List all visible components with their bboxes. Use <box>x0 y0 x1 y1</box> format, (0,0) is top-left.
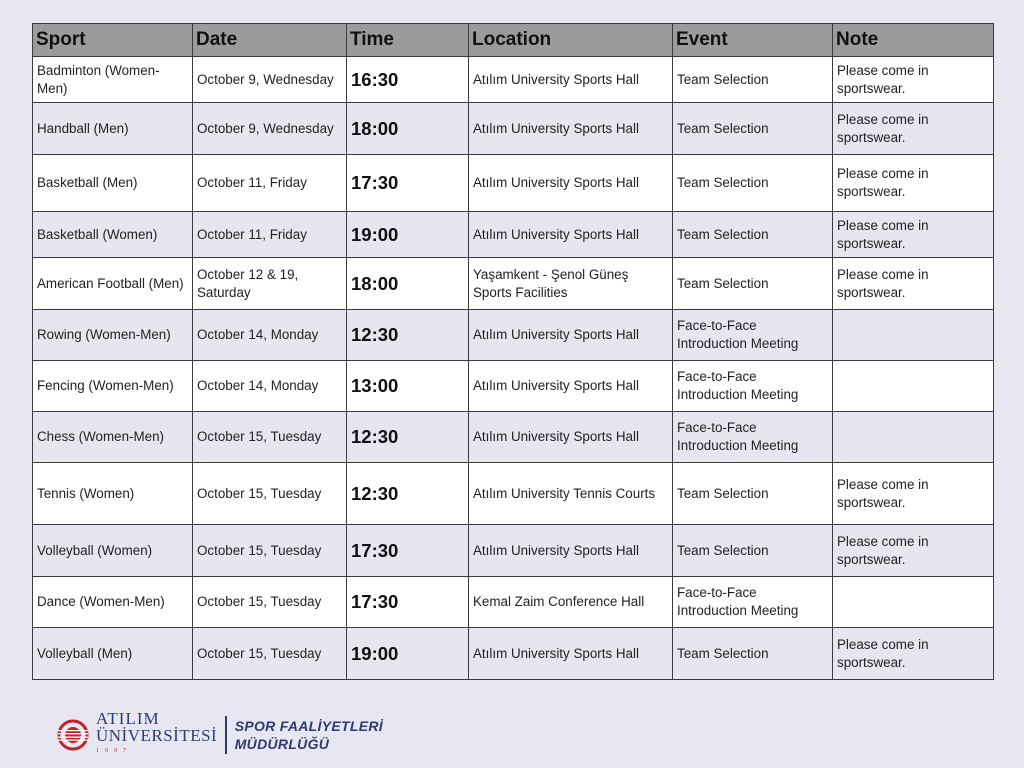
cell-note: Please come in sportswear. <box>833 155 994 212</box>
cell-date: October 9, Wednesday <box>193 103 347 155</box>
cell-time: 17:30 <box>347 155 469 212</box>
table-row <box>33 361 994 412</box>
cell-location: Atılım University Sports Hall <box>469 212 673 258</box>
cell-sport: Volleyball (Men) <box>33 628 193 680</box>
cell-location: Atılım University Sports Hall <box>469 310 673 361</box>
cell-note <box>833 361 994 412</box>
cell-location: Atılım University Sports Hall <box>469 628 673 680</box>
cell-event: Team Selection <box>673 463 833 525</box>
logo-year: 1997 <box>96 748 132 754</box>
cell-date: October 14, Monday <box>193 310 347 361</box>
table-row <box>33 57 994 103</box>
dept-line2: MÜDÜRLÜĞÜ <box>234 736 330 752</box>
dept-line1: SPOR FAALİYETLERİ <box>234 718 383 734</box>
university-logo-text <box>96 710 217 760</box>
cell-time: 18:00 <box>347 103 469 155</box>
table-row <box>33 628 994 680</box>
cell-event: Team Selection <box>673 628 833 680</box>
logo-line1: ATILIM <box>96 709 160 728</box>
cell-location: Kemal Zaim Conference Hall <box>469 577 673 628</box>
atilim-logo-icon <box>56 718 90 752</box>
cell-sport: Basketball (Women) <box>33 212 193 258</box>
cell-sport: American Football (Men) <box>33 258 193 310</box>
cell-sport: Tennis (Women) <box>33 463 193 525</box>
header-sport: Sport <box>33 24 193 57</box>
cell-note: Please come in sportswear. <box>833 463 994 525</box>
cell-time: 17:30 <box>347 577 469 628</box>
header-note: Note <box>833 24 994 57</box>
cell-date: October 11, Friday <box>193 212 347 258</box>
table-row <box>33 310 994 361</box>
cell-date: October 9, Wednesday <box>193 57 347 103</box>
cell-event: Face-to-Face Introduction Meeting <box>673 310 833 361</box>
cell-note <box>833 412 994 463</box>
schedule-table <box>32 23 994 680</box>
cell-sport: Volleyball (Women) <box>33 525 193 577</box>
cell-date: October 15, Tuesday <box>193 412 347 463</box>
cell-note <box>833 577 994 628</box>
table-row <box>33 212 994 258</box>
cell-date: October 11, Friday <box>193 155 347 212</box>
footer <box>56 709 383 755</box>
cell-note: Please come in sportswear. <box>833 212 994 258</box>
cell-event: Team Selection <box>673 103 833 155</box>
cell-time: 13:00 <box>347 361 469 412</box>
table-row <box>33 412 994 463</box>
cell-time: 12:30 <box>347 412 469 463</box>
table-header-row <box>33 24 994 57</box>
cell-sport: Handball (Men) <box>33 103 193 155</box>
cell-note: Please come in sportswear. <box>833 628 994 680</box>
cell-date: October 15, Tuesday <box>193 628 347 680</box>
cell-event: Face-to-Face Introduction Meeting <box>673 577 833 628</box>
cell-time: 18:00 <box>347 258 469 310</box>
cell-event: Team Selection <box>673 525 833 577</box>
table-row <box>33 258 994 310</box>
header-time: Time <box>347 24 469 57</box>
table-row <box>33 463 994 525</box>
cell-event: Team Selection <box>673 57 833 103</box>
header-date: Date <box>193 24 347 57</box>
cell-date: October 14, Monday <box>193 361 347 412</box>
cell-note: Please come in sportswear. <box>833 525 994 577</box>
cell-sport: Basketball (Men) <box>33 155 193 212</box>
cell-sport: Fencing (Women-Men) <box>33 361 193 412</box>
cell-event: Team Selection <box>673 212 833 258</box>
cell-event: Face-to-Face Introduction Meeting <box>673 412 833 463</box>
cell-sport: Dance (Women-Men) <box>33 577 193 628</box>
cell-event: Face-to-Face Introduction Meeting <box>673 361 833 412</box>
header-location: Location <box>469 24 673 57</box>
table-row <box>33 577 994 628</box>
cell-location: Atılım University Sports Hall <box>469 525 673 577</box>
cell-time: 16:30 <box>347 57 469 103</box>
cell-note: Please come in sportswear. <box>833 103 994 155</box>
cell-date: October 15, Tuesday <box>193 577 347 628</box>
cell-location: Atılım University Tennis Courts <box>469 463 673 525</box>
table-body <box>33 57 994 680</box>
cell-time: 19:00 <box>347 628 469 680</box>
cell-sport: Rowing (Women-Men) <box>33 310 193 361</box>
cell-note <box>833 310 994 361</box>
table-row <box>33 155 994 212</box>
department-name <box>235 717 383 753</box>
cell-time: 12:30 <box>347 310 469 361</box>
cell-date: October 12 & 19, Saturday <box>193 258 347 310</box>
cell-note: Please come in sportswear. <box>833 258 994 310</box>
cell-sport: Chess (Women-Men) <box>33 412 193 463</box>
cell-location: Atılım University Sports Hall <box>469 155 673 212</box>
cell-location: Atılım University Sports Hall <box>469 361 673 412</box>
cell-date: October 15, Tuesday <box>193 525 347 577</box>
cell-location: Yaşamkent - Şenol Güneş Sports Facilities <box>469 258 673 310</box>
logo-line2: ÜNİVERSİTESİ <box>96 726 218 745</box>
cell-location: Atılım University Sports Hall <box>469 103 673 155</box>
cell-time: 19:00 <box>347 212 469 258</box>
cell-note: Please come in sportswear. <box>833 57 994 103</box>
footer-divider <box>225 716 227 754</box>
cell-time: 17:30 <box>347 525 469 577</box>
table-row <box>33 103 994 155</box>
cell-date: October 15, Tuesday <box>193 463 347 525</box>
cell-event: Team Selection <box>673 155 833 212</box>
cell-location: Atılım University Sports Hall <box>469 412 673 463</box>
cell-sport: Badminton (Women-Men) <box>33 57 193 103</box>
cell-time: 12:30 <box>347 463 469 525</box>
cell-event: Team Selection <box>673 258 833 310</box>
cell-location: Atılım University Sports Hall <box>469 57 673 103</box>
table-row <box>33 525 994 577</box>
header-event: Event <box>673 24 833 57</box>
